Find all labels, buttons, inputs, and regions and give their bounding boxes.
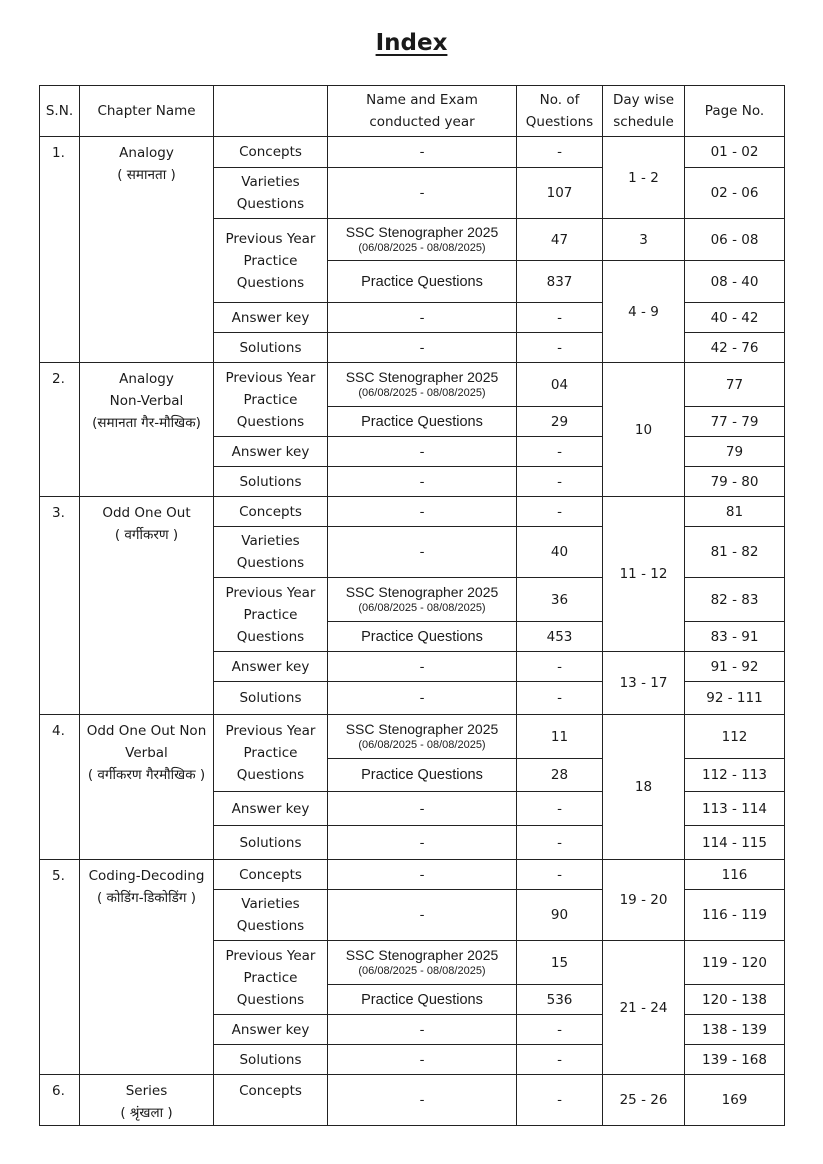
- page-cell: 114 - 115: [685, 826, 785, 860]
- page-cell: 77: [685, 363, 785, 407]
- chapter-name: [80, 715, 214, 860]
- section-varieties: Varieties Questions: [214, 890, 328, 941]
- section-pyq: Previous Year Practice Questions: [214, 941, 328, 1015]
- questions-cell: 04: [517, 363, 603, 407]
- page-cell: 112 - 113: [685, 759, 785, 792]
- chapter-title: Analogy: [119, 371, 174, 387]
- table-row: [40, 1075, 785, 1126]
- exam-cell: -: [328, 890, 517, 941]
- exam-cell: -: [328, 467, 517, 497]
- exam-dates: (06/08/2025 - 08/08/2025): [358, 242, 486, 254]
- day-cell: 4 - 9: [603, 261, 685, 363]
- page-cell: 79 - 80: [685, 467, 785, 497]
- section-solutions: Solutions: [214, 826, 328, 860]
- page-cell: 81: [685, 497, 785, 527]
- exam-dates: (06/08/2025 - 08/08/2025): [358, 602, 486, 614]
- day-cell: 3: [603, 219, 685, 261]
- chapter-hindi: ( श्रृंखला ): [120, 1105, 173, 1121]
- page-cell: 119 - 120: [685, 941, 785, 985]
- questions-cell: 29: [517, 407, 603, 437]
- chapter-title: Series: [125, 1083, 168, 1099]
- chapter-sn: 3.: [40, 497, 80, 715]
- section-pyq: Previous Year Practice Questions: [214, 219, 328, 303]
- exam-cell: [328, 219, 517, 261]
- questions-cell: 15: [517, 941, 603, 985]
- page-cell: 120 - 138: [685, 985, 785, 1015]
- questions-cell: 107: [517, 168, 603, 219]
- page-cell: 79: [685, 437, 785, 467]
- exam-cell: -: [328, 652, 517, 682]
- section-varieties: Varieties Questions: [214, 168, 328, 219]
- section-pyq: Previous Year Practice Questions: [214, 578, 328, 652]
- section-concepts: Concepts: [214, 860, 328, 890]
- page-cell: 06 - 08: [685, 219, 785, 261]
- section-varieties: Varieties Questions: [214, 527, 328, 578]
- questions-cell: -: [517, 792, 603, 826]
- chapter-title-line2: Verbal: [125, 745, 168, 761]
- questions-cell: -: [517, 826, 603, 860]
- exam-cell: -: [328, 682, 517, 715]
- chapter-sn: 5.: [40, 860, 80, 1075]
- page-cell: 138 - 139: [685, 1015, 785, 1045]
- exam-name: SSC Stenographer 2025: [345, 584, 499, 600]
- day-cell: 13 - 17: [603, 652, 685, 715]
- table-row: [40, 715, 785, 759]
- questions-cell: -: [517, 682, 603, 715]
- chapter-title: Odd One Out: [102, 505, 191, 521]
- day-cell: 11 - 12: [603, 497, 685, 652]
- page-cell: 116: [685, 860, 785, 890]
- page-cell: 01 - 02: [685, 137, 785, 168]
- page-cell: 83 - 91: [685, 622, 785, 652]
- day-cell: 19 - 20: [603, 860, 685, 941]
- section-pyq: Previous Year Practice Questions: [214, 363, 328, 437]
- page-cell: 77 - 79: [685, 407, 785, 437]
- chapter-name: [80, 363, 214, 497]
- exam-cell: -: [328, 1015, 517, 1045]
- questions-cell: -: [517, 303, 603, 333]
- page-cell: 40 - 42: [685, 303, 785, 333]
- page-cell: 02 - 06: [685, 168, 785, 219]
- chapter-hindi: ( वर्गीकरण ): [114, 527, 179, 543]
- exam-name: SSC Stenographer 2025: [345, 369, 499, 385]
- questions-cell: 40: [517, 527, 603, 578]
- section-pyq: Previous Year Practice Questions: [214, 715, 328, 792]
- exam-cell: -: [328, 1075, 517, 1126]
- exam-dates: (06/08/2025 - 08/08/2025): [358, 739, 486, 751]
- exam-cell: [328, 578, 517, 622]
- chapter-name: [80, 1075, 214, 1126]
- practice-cell: Practice Questions: [328, 985, 517, 1015]
- exam-cell: -: [328, 860, 517, 890]
- page-cell: 91 - 92: [685, 652, 785, 682]
- section-concepts: Concepts: [214, 137, 328, 168]
- chapter-sn: 6.: [40, 1075, 80, 1126]
- exam-cell: [328, 715, 517, 759]
- exam-cell: -: [328, 437, 517, 467]
- table-row: [40, 497, 785, 527]
- exam-name: SSC Stenographer 2025: [345, 721, 499, 737]
- chapter-name: [80, 860, 214, 1075]
- practice-cell: Practice Questions: [328, 261, 517, 303]
- exam-dates: (06/08/2025 - 08/08/2025): [358, 965, 486, 977]
- questions-cell: 47: [517, 219, 603, 261]
- practice-cell: Practice Questions: [328, 622, 517, 652]
- exam-cell: -: [328, 303, 517, 333]
- chapter-sn: 4.: [40, 715, 80, 860]
- page-cell: 112: [685, 715, 785, 759]
- exam-cell: [328, 363, 517, 407]
- page-cell: 113 - 114: [685, 792, 785, 826]
- questions-cell: -: [517, 467, 603, 497]
- exam-cell: -: [328, 137, 517, 168]
- day-cell: 1 - 2: [603, 137, 685, 219]
- chapter-name: [80, 497, 214, 715]
- practice-cell: Practice Questions: [328, 759, 517, 792]
- page-cell: 82 - 83: [685, 578, 785, 622]
- section-answer-key: Answer key: [214, 792, 328, 826]
- chapter-sn: 2.: [40, 363, 80, 497]
- header-questions: No. of Questions: [517, 86, 603, 137]
- section-answer-key: Answer key: [214, 303, 328, 333]
- table-row: [40, 363, 785, 407]
- questions-cell: 453: [517, 622, 603, 652]
- day-cell: 18: [603, 715, 685, 860]
- header-exam: Name and Exam conducted year: [328, 86, 517, 137]
- exam-cell: -: [328, 826, 517, 860]
- questions-cell: -: [517, 860, 603, 890]
- day-cell: 25 - 26: [603, 1075, 685, 1126]
- section-solutions: Solutions: [214, 467, 328, 497]
- header-row: [40, 86, 785, 137]
- exam-cell: -: [328, 168, 517, 219]
- day-cell: 21 - 24: [603, 941, 685, 1075]
- exam-cell: -: [328, 497, 517, 527]
- questions-cell: -: [517, 1075, 603, 1126]
- section-concepts: Concepts: [214, 497, 328, 527]
- index-table: [39, 85, 785, 1126]
- chapter-hindi: ( कोडिंग-डिकोडिंग ): [96, 890, 197, 906]
- header-page: Page No.: [685, 86, 785, 137]
- questions-cell: -: [517, 652, 603, 682]
- exam-cell: -: [328, 527, 517, 578]
- questions-cell: 11: [517, 715, 603, 759]
- section-solutions: Solutions: [214, 333, 328, 363]
- questions-cell: 28: [517, 759, 603, 792]
- header-chapter: Chapter Name: [80, 86, 214, 137]
- questions-cell: 837: [517, 261, 603, 303]
- section-solutions: Solutions: [214, 1045, 328, 1075]
- chapter-title: Coding-Decoding: [88, 868, 205, 884]
- day-cell: 10: [603, 363, 685, 497]
- exam-cell: [328, 941, 517, 985]
- exam-name: SSC Stenographer 2025: [345, 947, 499, 963]
- chapter-title-line2: Non-Verbal: [109, 393, 184, 409]
- page-cell: 139 - 168: [685, 1045, 785, 1075]
- section-answer-key: Answer key: [214, 652, 328, 682]
- section-answer-key: Answer key: [214, 437, 328, 467]
- table-row: [40, 137, 785, 168]
- header-section: [214, 86, 328, 137]
- questions-cell: -: [517, 333, 603, 363]
- questions-cell: 36: [517, 578, 603, 622]
- page-cell: 08 - 40: [685, 261, 785, 303]
- questions-cell: 90: [517, 890, 603, 941]
- section-concepts: Concepts: [214, 1075, 328, 1126]
- exam-cell: -: [328, 333, 517, 363]
- chapter-title: Analogy: [119, 145, 174, 161]
- page-cell: 81 - 82: [685, 527, 785, 578]
- section-answer-key: Answer key: [214, 1015, 328, 1045]
- chapter-name: [80, 137, 214, 363]
- questions-cell: -: [517, 1015, 603, 1045]
- questions-cell: 536: [517, 985, 603, 1015]
- questions-cell: -: [517, 137, 603, 168]
- chapter-hindi: ( वर्गीकरण गैरमौखिक ): [87, 767, 206, 783]
- chapter-sn: 1.: [40, 137, 80, 363]
- section-solutions: Solutions: [214, 682, 328, 715]
- page-title: Index: [375, 30, 448, 56]
- header-day: Day wise schedule: [603, 86, 685, 137]
- chapter-hindi: ( समानता ): [117, 167, 176, 183]
- practice-cell: Practice Questions: [328, 407, 517, 437]
- chapter-title: Odd One Out Non: [86, 723, 207, 739]
- chapter-hindi: (समानता गैर-मौखिक): [92, 415, 201, 431]
- questions-cell: -: [517, 1045, 603, 1075]
- questions-cell: -: [517, 437, 603, 467]
- exam-cell: -: [328, 792, 517, 826]
- page-cell: 116 - 119: [685, 890, 785, 941]
- header-sn: S.N.: [40, 86, 80, 137]
- exam-cell: -: [328, 1045, 517, 1075]
- exam-dates: (06/08/2025 - 08/08/2025): [358, 387, 486, 399]
- page-cell: 92 - 111: [685, 682, 785, 715]
- table-row: [40, 860, 785, 890]
- exam-name: SSC Stenographer 2025: [345, 224, 499, 240]
- questions-cell: -: [517, 497, 603, 527]
- page-cell: 42 - 76: [685, 333, 785, 363]
- page-cell: 169: [685, 1075, 785, 1126]
